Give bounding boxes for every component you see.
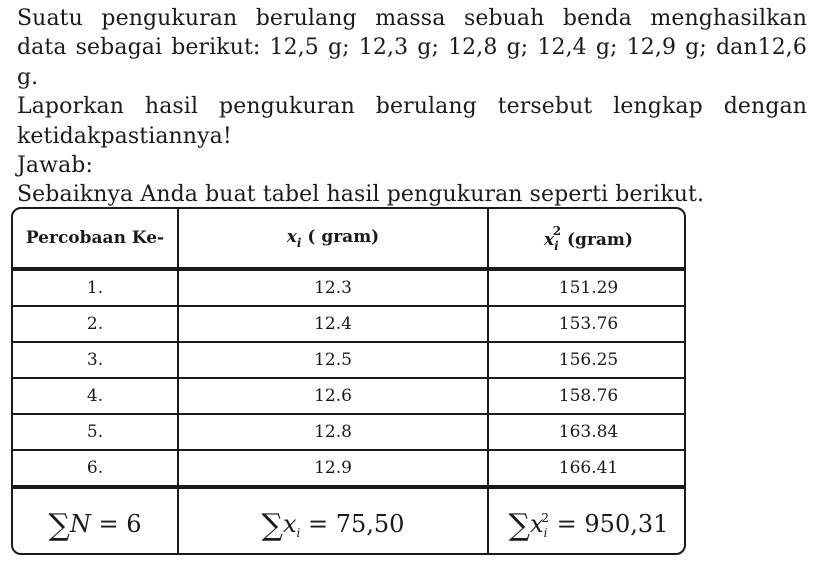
sum-n-var: N xyxy=(69,509,91,538)
cell-trial-number: 1. xyxy=(13,269,178,306)
table-row xyxy=(13,378,686,414)
header-trial-label: Percobaan Ke- xyxy=(25,228,165,248)
problem-line-3: Laporkan hasil pengukuran berulang tersebut lengkap dengan xyxy=(17,94,807,120)
sum-n-value: = 6 xyxy=(90,509,142,538)
header-x2-sup: 2 xyxy=(552,223,562,238)
sum-x-cell xyxy=(178,487,488,555)
sum-x-var: x xyxy=(282,509,297,538)
problem-line-2: data sebagai berikut: 12,5 g; 12,3 g; 12,8 g; 12,4 g; 12,9 g; dan12,6 g. xyxy=(17,35,807,90)
instruction-line: Sebaiknya Anda buat tabel hasil pengukuran seperti berikut. xyxy=(17,182,705,208)
answer-label: Jawab: xyxy=(17,153,93,179)
sigma-symbol: ∑ xyxy=(48,507,70,543)
problem-line-1: Suatu pengukuran berulang massa sebuah benda menghasilkan xyxy=(17,6,807,31)
cell-trial-number: 2. xyxy=(13,306,178,342)
header-x-values xyxy=(178,209,488,269)
table-row xyxy=(13,450,686,487)
cell-trial-number: 6. xyxy=(13,450,178,487)
cell-x-squared: 151.29 xyxy=(488,269,686,306)
cell-trial-number: 3. xyxy=(13,342,178,378)
header-x-unit: ( gram) xyxy=(301,226,380,247)
cell-x-value: 12.8 xyxy=(178,414,488,450)
header-x-sub: i xyxy=(296,235,302,250)
cell-x-value: 12.5 xyxy=(178,342,488,378)
cell-x-value: 12.4 xyxy=(178,306,488,342)
cell-trial-number: 4. xyxy=(13,378,178,414)
cell-x-squared: 153.76 xyxy=(488,306,686,342)
sum-x2-var: x xyxy=(530,509,544,538)
sum-x-sub: i xyxy=(296,525,301,540)
sum-x-value: = 75,50 xyxy=(300,509,405,538)
cell-x-squared: 163.84 xyxy=(488,414,686,450)
measurement-table xyxy=(11,207,686,555)
header-x2-sub: i xyxy=(554,238,559,253)
sum-x2-sup: 2 xyxy=(541,510,550,525)
table-row xyxy=(13,306,686,342)
sum-count-cell xyxy=(13,487,178,555)
sigma-symbol: ∑ xyxy=(261,507,283,543)
cell-x-value: 12.9 xyxy=(178,450,488,487)
sum-x2-cell xyxy=(488,487,686,555)
cell-x-squared: 158.76 xyxy=(488,378,686,414)
cell-x-value: 12.6 xyxy=(178,378,488,414)
header-x2-unit: (gram) xyxy=(561,229,633,250)
measurement-table-grid xyxy=(13,209,686,555)
cell-x-squared: 156.25 xyxy=(488,342,686,378)
cell-x-value: 12.3 xyxy=(178,269,488,306)
cell-trial-number: 5. xyxy=(13,414,178,450)
table-sum-row xyxy=(13,487,686,555)
table-row xyxy=(13,414,686,450)
sum-x2-value: = 950,31 xyxy=(549,509,669,538)
problem-line-4: ketidakpastiannya! xyxy=(17,123,232,149)
header-x2-var: x xyxy=(544,229,555,250)
header-x-var: x xyxy=(286,226,297,247)
header-trial-number xyxy=(13,209,178,269)
header-x-squared xyxy=(488,209,686,269)
table-row xyxy=(13,342,686,378)
table-header-row xyxy=(13,209,686,269)
sum-x2-sub: i xyxy=(543,525,548,540)
table-row xyxy=(13,269,686,306)
sigma-symbol: ∑ xyxy=(508,507,531,543)
cell-x-squared: 166.41 xyxy=(488,450,686,487)
problem-statement xyxy=(17,4,807,210)
